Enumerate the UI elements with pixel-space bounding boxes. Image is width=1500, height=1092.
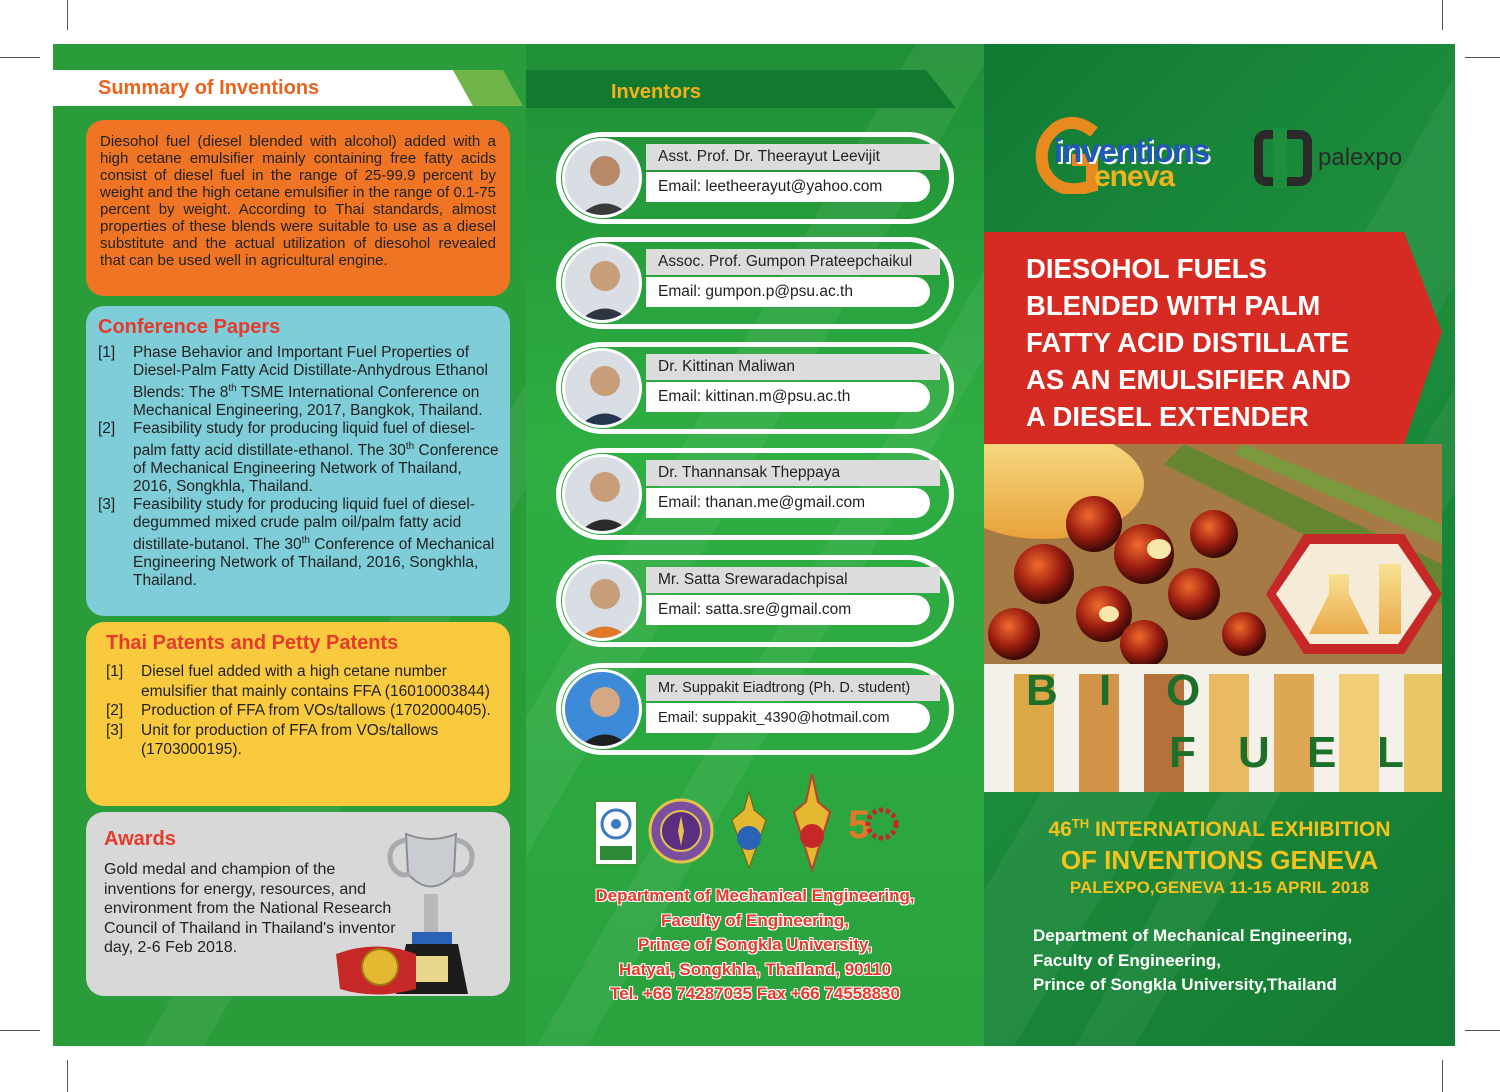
- inventor-card: [556, 663, 954, 755]
- university-seal-icon: [648, 798, 714, 864]
- avatar: [562, 669, 642, 749]
- crop-mark: [1465, 57, 1500, 58]
- inventor-email: Email: gumpon.p@psu.ac.th: [646, 277, 930, 307]
- inventor-email: Email: thanan.me@gmail.com: [646, 488, 930, 518]
- inventor-card: [556, 448, 954, 540]
- avatar: [562, 561, 642, 641]
- left-panel: [53, 44, 526, 1046]
- inventor-card: [556, 555, 954, 647]
- inventor-card: [556, 237, 954, 329]
- conference-title: Conference Papers: [98, 316, 281, 338]
- inventor-card: [556, 342, 954, 434]
- main-title: DIESOHOL FUELS BLENDED WITH PALM FATTY ACID DISTILLATE AS AN EMULSIFIER AND A DIESEL EXTENDER: [1026, 253, 1351, 432]
- svg-text:5: 5: [848, 803, 871, 847]
- inventor-name: Dr. Kittinan Maliwan: [646, 354, 940, 380]
- summary-title: Summary of Inventions: [98, 77, 320, 99]
- awards-box: [86, 812, 510, 996]
- inventor-name: Dr. Thannansak Theppaya: [646, 460, 940, 486]
- inventor-email: Email: kittinan.m@psu.ac.th: [646, 382, 930, 412]
- awards-title: Awards: [104, 828, 176, 850]
- crop-mark: [1465, 1030, 1500, 1031]
- crop-mark: [1442, 1060, 1443, 1092]
- anniversary-emblem-icon: [788, 772, 836, 872]
- crop-mark: [67, 1060, 68, 1092]
- engineering-logo-icon: [846, 794, 904, 864]
- crop-mark: [0, 57, 40, 58]
- inventor-name: Assoc. Prof. Gumpon Prateepchaikul: [646, 249, 940, 275]
- conference-box: [86, 306, 510, 616]
- patent-item: [3] Unit for production of FFA from VOs/tallows (1703000195).: [106, 721, 439, 758]
- inventor-name: Mr. Suppakit Eiadtrong (Ph. D. student): [646, 675, 940, 701]
- summary-text: Diesohol fuel (diesel blended with alcohol) added with a high cetane emulsifier mainly containing free fatty acids consist of diesel fuel in the range of 25-99.9 percent by weight and the high cetane emulsifier in the range of 0.1-75 percent by weight. According to Thai standards, almost properties of these blends were suitable to use as a diesel substitute and the actual utilization of diesohol revealed that can be used well in agricultural engine.: [100, 133, 496, 269]
- psu-emblem-icon: [726, 790, 772, 870]
- conference-item: [2] Feasibility study for producing liquid fuel of diesel-palm fatty acid distillate-ethanol. The 30th Conference of Mechanical Engineering Network of Thailand, 2016, Songkhla, Thailand.: [98, 420, 499, 496]
- inventor-name: Mr. Satta Srewaradachpisal: [646, 567, 940, 593]
- avatar: [562, 348, 642, 428]
- crop-mark: [67, 0, 68, 30]
- inventor-card: [556, 132, 954, 224]
- cover-panel: inventions eneva palexpo DIESOHOL FUELS BLENDED WITH PALM FATTY ACID DISTILLATE AS AN EMULSIFIER AND A DIESEL EXTENDER B I O F U E L 46TH INTERNATIONAL EXHIBITION OF INVENTIONS GENEVA PALEXPO,GENEVA 11-15 APRIL 2018 Department of Mechanical Engineering, Faculty of Engineering, Prince of Songkla University,Thailand: [984, 44, 1455, 1046]
- middle-panel: [526, 44, 984, 1046]
- trophy-icon: [336, 804, 526, 1004]
- exhibition-info: 46TH INTERNATIONAL EXHIBITION OF INVENTIONS GENEVA PALEXPO,GENEVA 11-15 APRIL 2018: [1048, 816, 1391, 897]
- biofuel-illustration: [984, 444, 1442, 792]
- conference-item: [3] Feasibility study for producing liquid fuel of diesel-degummed mixed crude palm oil/palm fatty acid distillate-butanol. The 30th Conference of Mechanical Engineering Network of Thailand, 2016, Songkhla, Thailand.: [98, 496, 495, 590]
- conference-list: [98, 344, 502, 590]
- avatar: [562, 138, 642, 218]
- avatar: [562, 454, 642, 534]
- patents-list: [106, 662, 506, 760]
- crop-mark: [1442, 0, 1443, 30]
- department-address: Department of Mechanical Engineering, Faculty of Engineering, Prince of Songkla University, Hatyai, Songkhla, Thailand, 90110 Tel. +66 74287035 Fax +66 74558830: [595, 886, 915, 1003]
- inventor-email: Email: leetheerayut@yahoo.com: [646, 172, 930, 202]
- inventions-geneva-logo: inventions eneva: [1034, 114, 1234, 194]
- patent-item: [2] Production of FFA from VOs/tallows (1702000405).: [106, 702, 491, 719]
- inventor-name: Asst. Prof. Dr. Theerayut Leevijit: [646, 144, 940, 170]
- inventors-title: Inventors: [611, 81, 702, 103]
- cover-department: Department of Mechanical Engineering, Faculty of Engineering, Prince of Songkla University,Thailand: [1033, 926, 1353, 994]
- awards-text: Gold medal and champion of the inventions for energy, resources, and environment from the National Research Council of Thailand in Thailand's inventor day, 2-6 Feb 2018.: [104, 861, 396, 956]
- avatar: [562, 243, 642, 323]
- crop-mark: [0, 1030, 40, 1031]
- inventors-header-bar: [526, 70, 956, 108]
- inventor-email: Email: satta.sre@gmail.com: [646, 595, 930, 625]
- patents-title: Thai Patents and Petty Patents: [106, 632, 399, 654]
- patents-box: [86, 622, 510, 806]
- summary-box: [86, 120, 510, 296]
- patent-item: [1] Diesel fuel added with a high cetane number emulsifier that mainly contains FFA (16010003844): [106, 663, 490, 700]
- nrct-logo: [594, 800, 638, 866]
- conference-item: [1] Phase Behavior and Important Fuel Properties of Diesel-Palm Fatty Acid Distillate-Anhydrous Ethanol Blends: The 8th TSME International Conference on Mechanical Engineering, 2017, Bangkok, Thailand.: [98, 344, 488, 420]
- inventor-email: Email: suppakit_4390@hotmail.com: [646, 703, 930, 733]
- palexpo-logo: palexpo: [1254, 130, 1394, 190]
